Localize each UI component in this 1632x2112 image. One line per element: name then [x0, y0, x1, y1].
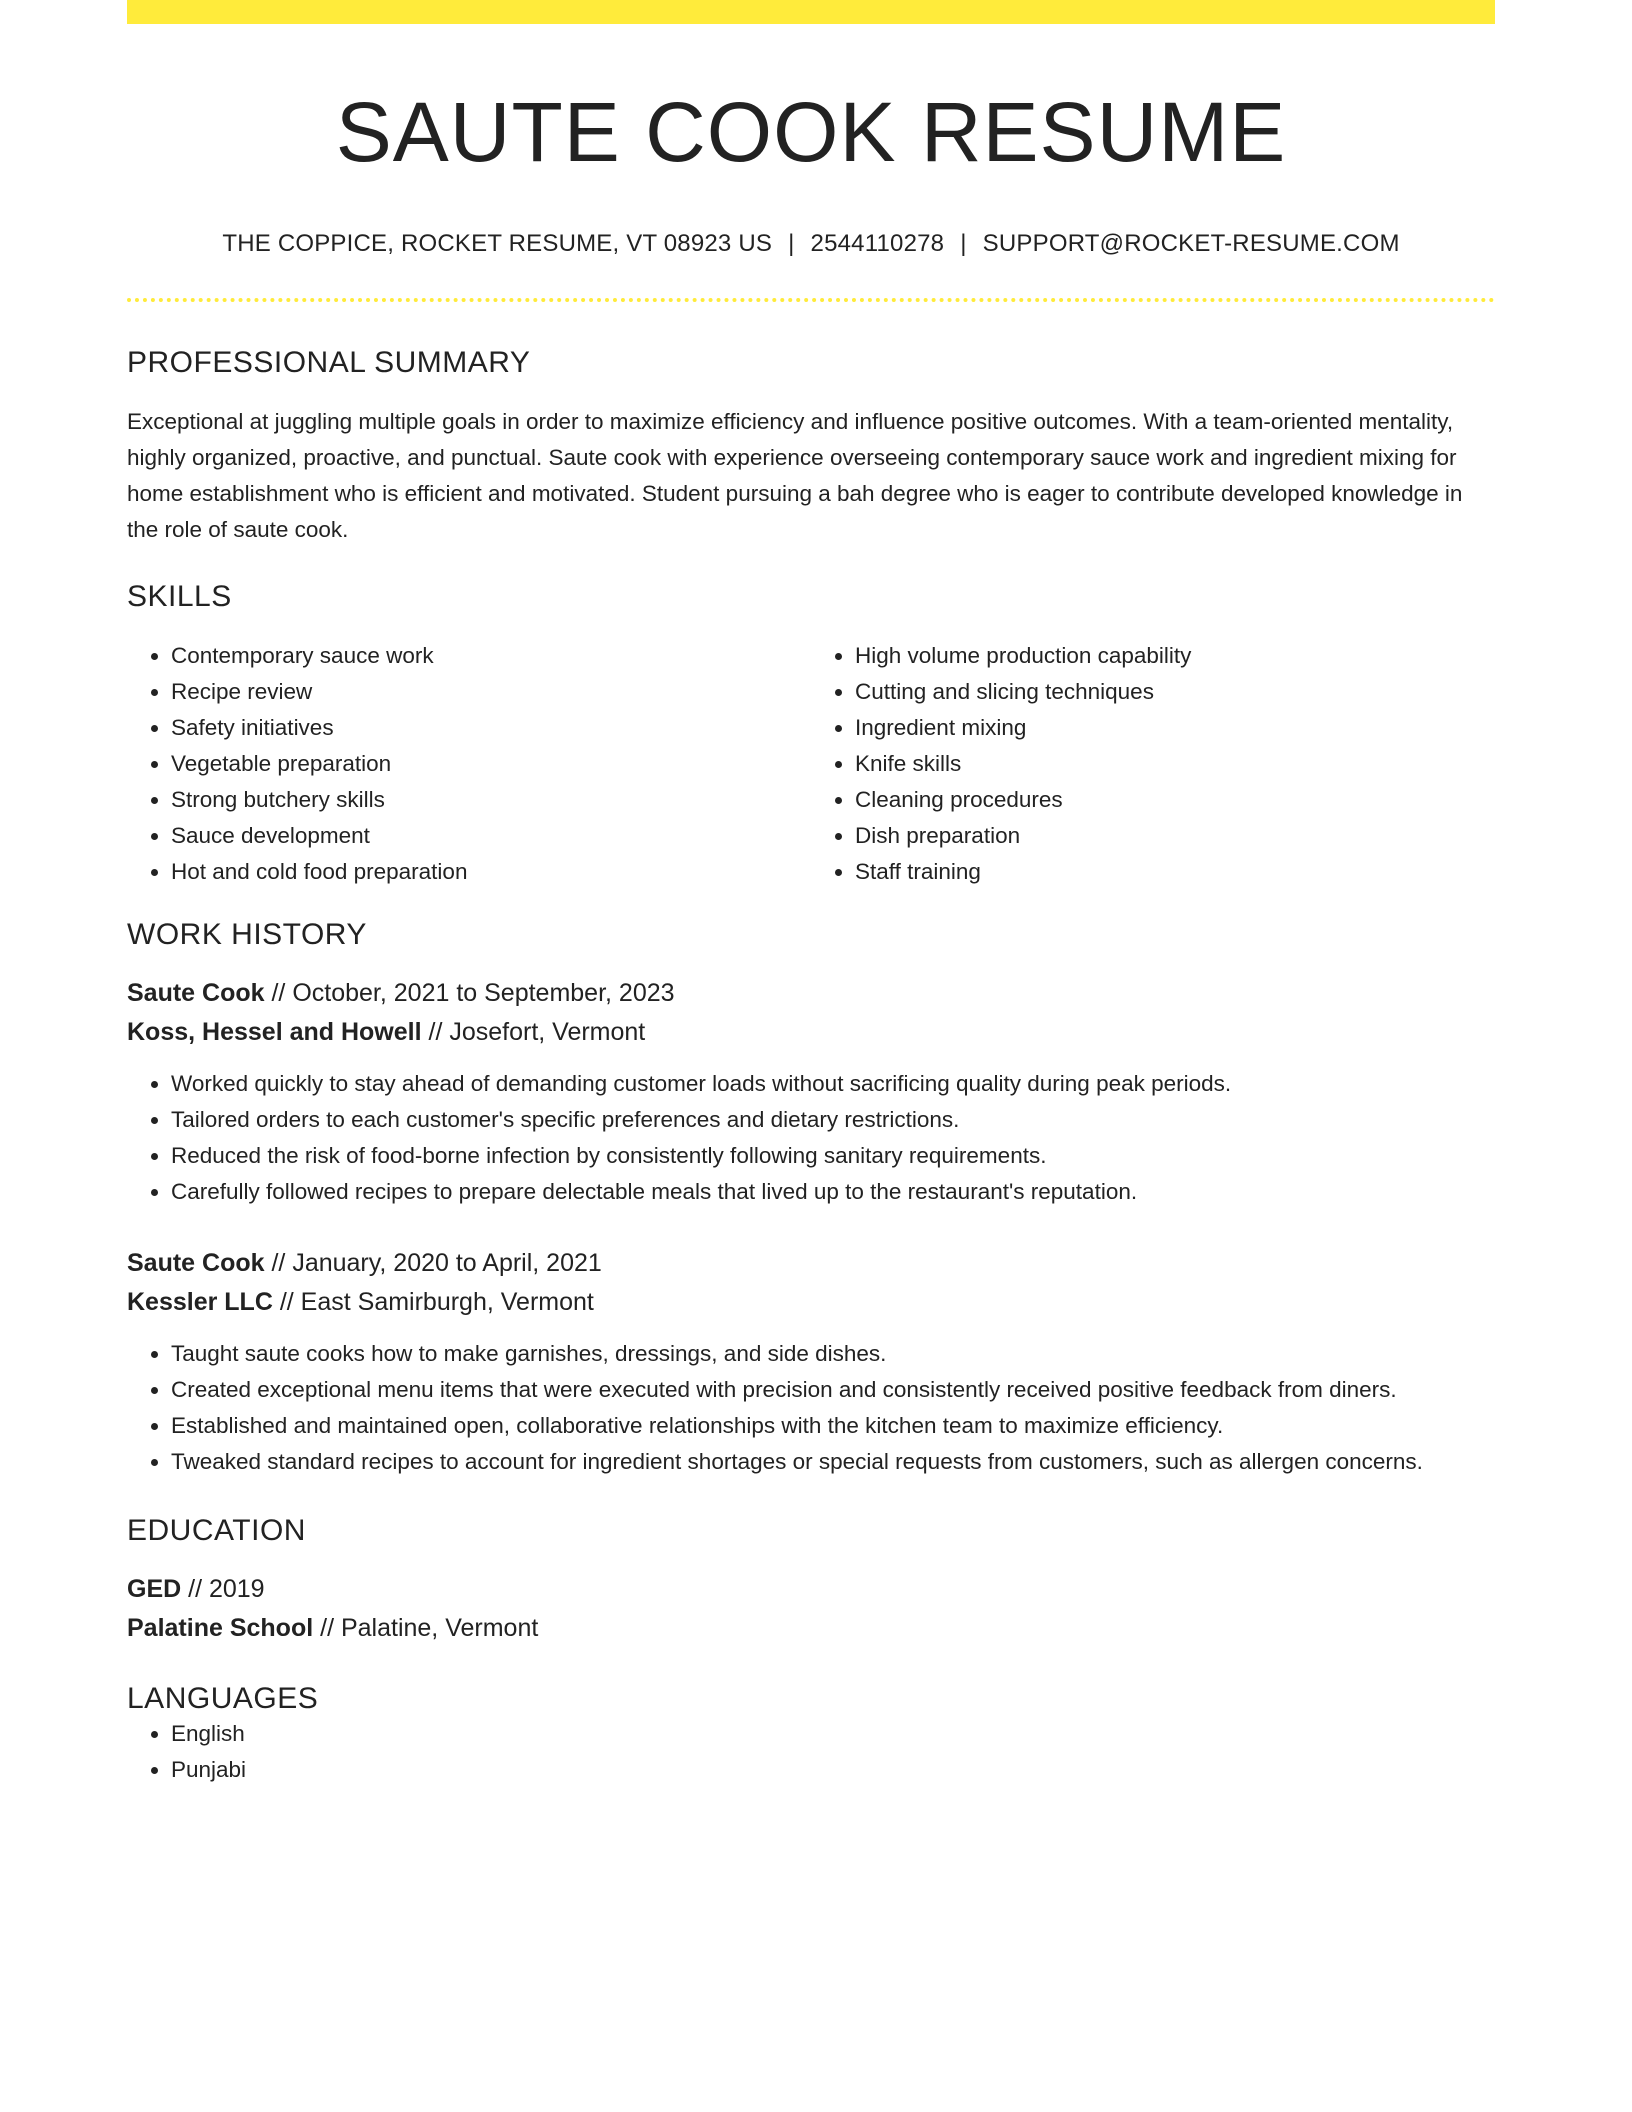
job-bullet: • Reduced the risk of food-borne infection by consistently following sanitary requirements. — [171, 1138, 1495, 1174]
job-bullets — [127, 1066, 1495, 1210]
education-school: Palatine School — [127, 1614, 314, 1643]
job-bullet: • Created exceptional menu items that were executed with precision and consistently received positive feedback from diners. — [171, 1372, 1495, 1408]
job-role: Saute Cook — [127, 979, 265, 1008]
language-item: • English — [171, 1716, 1495, 1752]
job-bullet: • Tweaked standard recipes to account for ingredient shortages or special requests from customers, such as allergen concerns. — [171, 1444, 1495, 1480]
section-title-summary: PROFESSIONAL SUMMARY — [127, 346, 531, 380]
job-company: Koss, Hessel and Howell — [127, 1018, 422, 1047]
contact-phone: 2544110278 — [810, 230, 945, 258]
skills-column-left — [127, 638, 811, 890]
job-role-line — [127, 974, 1495, 1013]
job-dates: // January, 2020 to April, 2021 — [264, 1249, 602, 1278]
education-location: // Palatine, Vermont — [313, 1614, 539, 1643]
skill-item: • Vegetable preparation — [171, 746, 811, 782]
summary-text: Exceptional at juggling multiple goals in order to maximize efficiency and influence positive outcomes. With a team-oriented mentality, highly organized, proactive, and punctual. Saute cook with experience overseeing contemporary sauce work and ingredient mixing for home establishment who is efficient and motivated. Student pursuing a bah degree who is eager to contribute developed knowledge in the role of saute cook. — [127, 409, 1463, 543]
education-degree: GED — [127, 1575, 182, 1604]
job-company: Kessler LLC — [127, 1288, 273, 1317]
job-bullets — [127, 1336, 1495, 1480]
skill-item: • Sauce development — [171, 818, 811, 854]
contact-address: THE COPPICE, ROCKET RESUME, VT 08923 US — [222, 230, 773, 258]
section-title-skills: SKILLS — [127, 580, 232, 614]
section-title-work-history: WORK HISTORY — [127, 918, 367, 952]
education-entry — [127, 1570, 1495, 1648]
contact-email: SUPPORT@ROCKET-RESUME.COM — [982, 230, 1400, 258]
job-entry — [127, 1244, 1495, 1480]
resume-page — [127, 0, 1495, 1788]
dotted-divider — [127, 298, 1495, 302]
skill-item: • High volume production capability — [855, 638, 1495, 674]
languages-list — [127, 1716, 1495, 1788]
skill-item: • Contemporary sauce work — [171, 638, 811, 674]
job-location: // Josefort, Vermont — [421, 1018, 646, 1047]
education-degree-line — [127, 1570, 1495, 1609]
job-role: Saute Cook — [127, 1249, 265, 1278]
job-company-line — [127, 1283, 1495, 1322]
skill-item: • Cleaning procedures — [855, 782, 1495, 818]
job-entry — [127, 974, 1495, 1210]
skills-column-right — [811, 638, 1495, 890]
skill-item: • Cutting and slicing techniques — [855, 674, 1495, 710]
skill-item: • Strong butchery skills — [171, 782, 811, 818]
skill-item: • Safety initiatives — [171, 710, 811, 746]
accent-top-bar — [127, 0, 1495, 24]
job-location: // East Samirburgh, Vermont — [272, 1288, 594, 1317]
contact-separator: | — [960, 230, 967, 258]
education-year: // 2019 — [181, 1575, 265, 1604]
resume-title: SAUTE COOK RESUME — [335, 85, 1287, 179]
job-bullet: • Tailored orders to each customer's specific preferences and dietary restrictions. — [171, 1102, 1495, 1138]
job-bullet: • Carefully followed recipes to prepare delectable meals that lived up to the restaurant's reputation. — [171, 1174, 1495, 1210]
section-title-languages: LANGUAGES — [127, 1682, 319, 1716]
job-bullet: • Taught saute cooks how to make garnishes, dressings, and side dishes. — [171, 1336, 1495, 1372]
skill-item: • Staff training — [855, 854, 1495, 890]
language-item: • Punjabi — [171, 1752, 1495, 1788]
job-company-line — [127, 1013, 1495, 1052]
contact-separator: | — [788, 230, 795, 258]
contact-line — [127, 230, 1495, 258]
job-bullet: • Worked quickly to stay ahead of demanding customer loads without sacrificing quality during peak periods. — [171, 1066, 1495, 1102]
skill-item: • Ingredient mixing — [855, 710, 1495, 746]
job-dates: // October, 2021 to September, 2023 — [264, 979, 675, 1008]
education-school-line — [127, 1609, 1495, 1648]
skill-item: • Knife skills — [855, 746, 1495, 782]
skill-item: • Hot and cold food preparation — [171, 854, 811, 890]
skill-item: • Dish preparation — [855, 818, 1495, 854]
skills-grid — [127, 638, 1495, 890]
skill-item: • Recipe review — [171, 674, 811, 710]
section-title-education: EDUCATION — [127, 1514, 306, 1548]
job-bullet: • Established and maintained open, collaborative relationships with the kitchen team to maximize efficiency. — [171, 1408, 1495, 1444]
job-role-line — [127, 1244, 1495, 1283]
